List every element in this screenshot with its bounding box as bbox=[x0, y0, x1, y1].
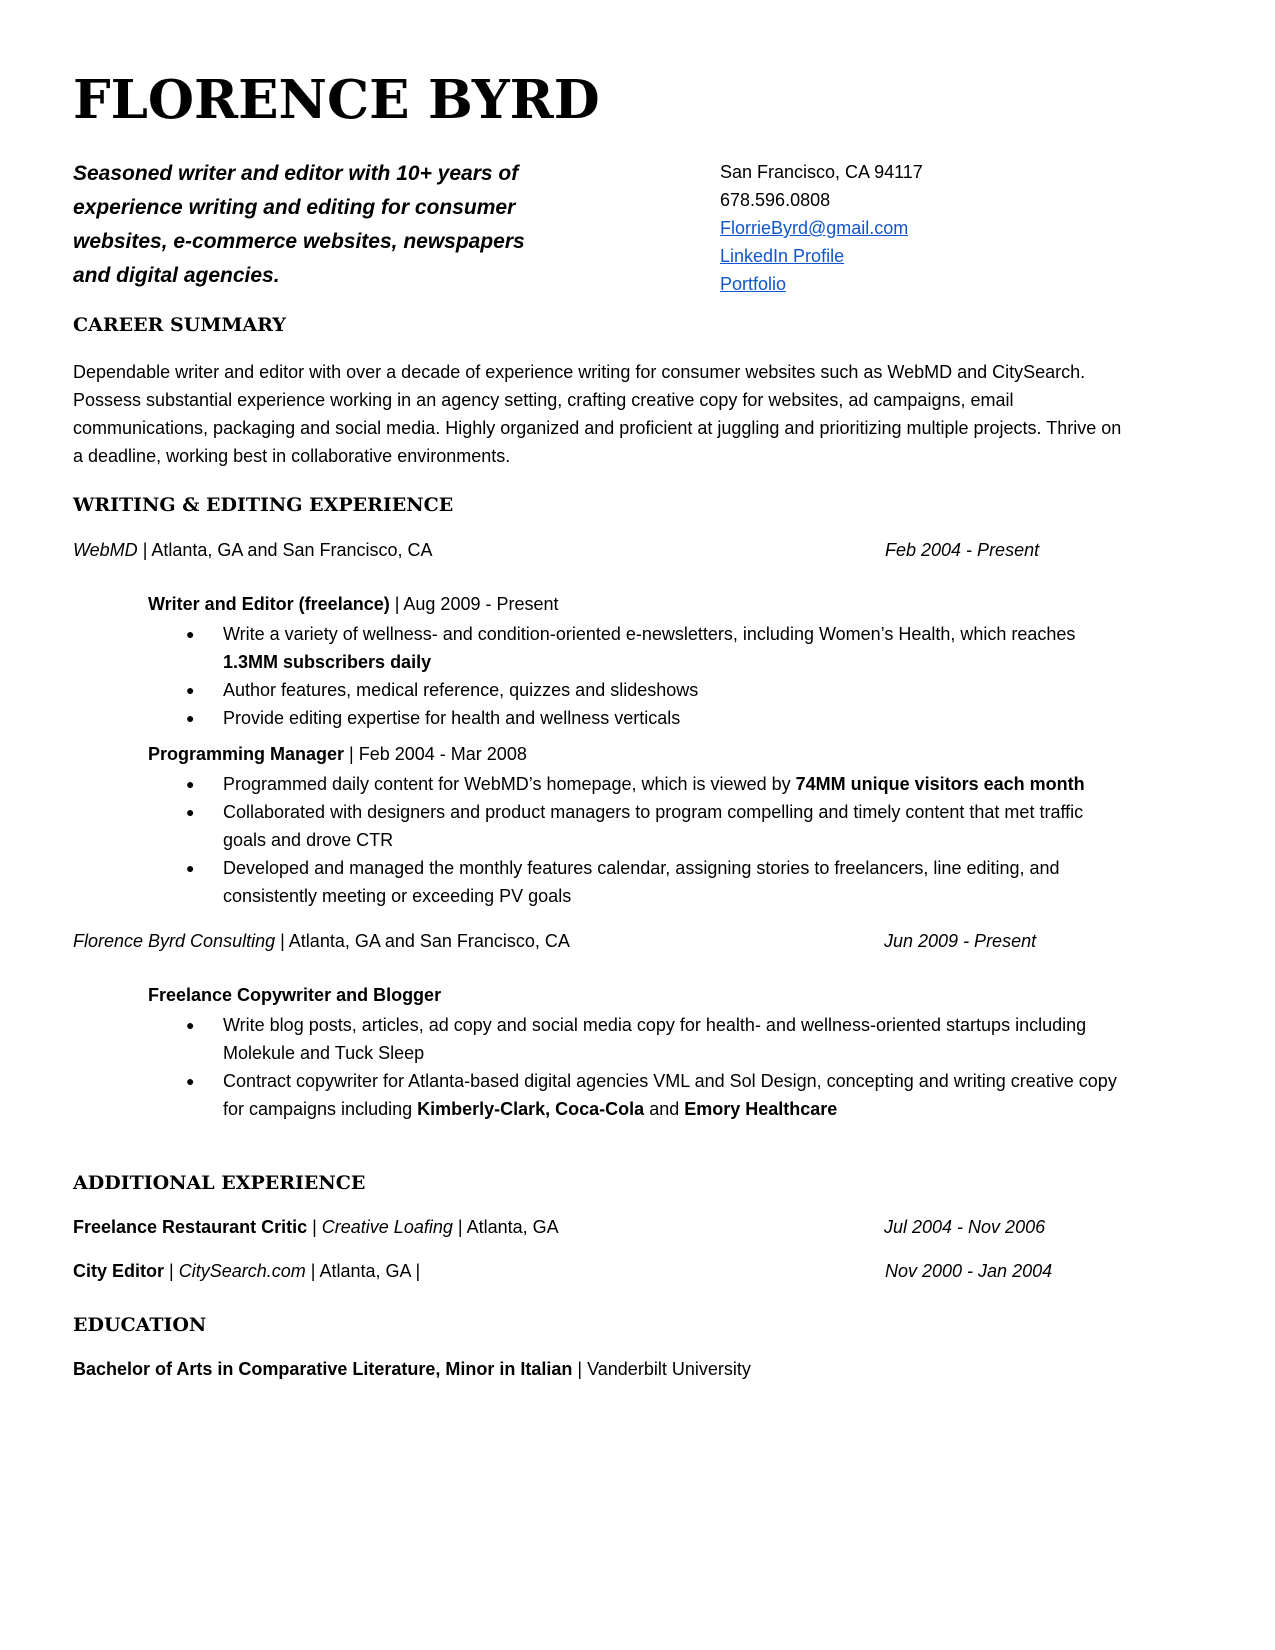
role-dates: Feb 2004 - Mar 2008 bbox=[358, 744, 527, 764]
bullet-highlight: Emory Healthcare bbox=[684, 1099, 838, 1119]
bullet-text: consistently meeting or exceeding PV goals bbox=[223, 886, 572, 906]
tagline bbox=[73, 157, 593, 293]
role-title: Writer and Editor (freelance) bbox=[148, 594, 390, 614]
list-item bbox=[148, 1067, 1188, 1123]
employer-dates: Feb 2004 - Present bbox=[885, 540, 1040, 560]
bullet-text: Programmed daily content for WebMD’s homepage, which is viewed by bbox=[223, 774, 796, 794]
bullet-text: Author features, medical reference, quizzes and slideshows bbox=[223, 680, 699, 700]
tagline-line: experience writing and editing for consumer bbox=[73, 196, 516, 219]
bullet-list bbox=[148, 770, 1188, 910]
bullet-text: Write a variety of wellness- and condition-oriented e-newsletters, including Women’s Health, which reaches bbox=[223, 624, 1076, 644]
separator: | bbox=[389, 594, 404, 614]
separator: | bbox=[452, 1217, 467, 1237]
bullet-icon: ● bbox=[186, 776, 195, 792]
linkedin-link[interactable]: LinkedIn Profile bbox=[720, 246, 845, 266]
school-name: Vanderbilt University bbox=[587, 1359, 751, 1379]
list-item bbox=[148, 770, 1188, 798]
role-title: Programming Manager bbox=[148, 744, 345, 764]
email-link[interactable]: FlorrieByrd@gmail.com bbox=[720, 218, 909, 238]
role-title: Freelance Copywriter and Blogger bbox=[148, 985, 442, 1005]
employer-location: Atlanta, GA and San Francisco, CA bbox=[288, 931, 570, 951]
employer-name: Florence Byrd Consulting bbox=[73, 931, 276, 951]
bullet-text: Contract copywriter for Atlanta-based digital agencies VML and Sol Design, concepting and writing creative copy bbox=[223, 1071, 1117, 1091]
education-heading: EDUCATION bbox=[73, 1314, 207, 1336]
bullet-text: Provide editing expertise for health and wellness verticals bbox=[223, 708, 681, 728]
list-item bbox=[148, 1011, 1188, 1067]
bullet-highlight: 1.3MM subscribers daily bbox=[223, 652, 432, 672]
bullet-icon: ● bbox=[186, 682, 195, 698]
separator: | bbox=[275, 931, 289, 951]
bullet-text: Molekule and Tuck Sleep bbox=[223, 1043, 425, 1063]
company-name: Creative Loafing bbox=[321, 1217, 453, 1237]
contact-address: San Francisco, CA 94117 bbox=[720, 162, 923, 182]
job-title: Freelance Restaurant Critic bbox=[73, 1217, 308, 1237]
role-row bbox=[148, 744, 527, 765]
career-summary-heading: CAREER SUMMARY bbox=[73, 314, 286, 336]
bullet-icon: ● bbox=[186, 1073, 195, 1089]
employer-dates: Jun 2009 - Present bbox=[884, 931, 1037, 951]
career-summary-text bbox=[73, 358, 1213, 470]
additional-experience-heading: ADDITIONAL EXPERIENCE bbox=[73, 1172, 366, 1194]
additional-row bbox=[73, 1217, 559, 1238]
job-dates: Nov 2000 - Jan 2004 bbox=[885, 1261, 1053, 1281]
separator: | bbox=[164, 1261, 179, 1281]
bullet-text: Collaborated with designers and product managers to program compelling and timely content that met traffic bbox=[223, 802, 1084, 822]
job-dates: Jul 2004 - Nov 2006 bbox=[884, 1217, 1046, 1237]
portfolio-link[interactable]: Portfolio bbox=[720, 274, 787, 294]
education-row bbox=[73, 1359, 751, 1380]
writing-experience-heading: WRITING & EDITING EXPERIENCE bbox=[73, 494, 454, 516]
list-item bbox=[148, 704, 1188, 732]
tagline-line: and digital agencies. bbox=[73, 264, 280, 287]
tagline-line: Seasoned writer and editor with 10+ years of bbox=[73, 162, 519, 185]
tagline-line: websites, e-commerce websites, newspapers bbox=[73, 230, 525, 253]
bullet-icon: ● bbox=[186, 804, 195, 820]
separator: | bbox=[137, 540, 152, 560]
list-item bbox=[148, 854, 1188, 910]
summary-line: Dependable writer and editor with over a decade of experience writing for consumer websites such as WebMD and CitySearch. bbox=[73, 362, 1086, 382]
bullet-highlight: 74MM unique visitors each month bbox=[795, 774, 1085, 794]
list-item bbox=[148, 620, 1188, 676]
role-row bbox=[148, 594, 559, 615]
company-name: CitySearch.com bbox=[178, 1261, 306, 1281]
role-dates: Aug 2009 - Present bbox=[403, 594, 559, 614]
separator: | bbox=[344, 744, 359, 764]
contact-phone: 678.596.0808 bbox=[720, 190, 831, 210]
contact-block bbox=[720, 158, 923, 298]
employer-location: Atlanta, GA and San Francisco, CA bbox=[151, 540, 433, 560]
additional-row bbox=[73, 1261, 420, 1282]
bullet-list bbox=[148, 1011, 1188, 1123]
degree: Bachelor of Arts in Comparative Literature, Minor in Italian bbox=[73, 1359, 573, 1379]
job-title: City Editor bbox=[73, 1261, 165, 1281]
bullet-text: and bbox=[644, 1099, 685, 1119]
bullet-text: Developed and managed the monthly features calendar, assigning stories to freelancers, line editing, and bbox=[223, 858, 1060, 878]
list-item bbox=[148, 676, 1188, 704]
bullet-text: goals and drove CTR bbox=[223, 830, 394, 850]
list-item bbox=[148, 798, 1188, 854]
bullet-text: for campaigns including bbox=[223, 1099, 418, 1119]
employer-name: WebMD bbox=[73, 540, 138, 560]
summary-line: Possess substantial experience working in an agency setting, crafting creative copy for websites, ad campaigns, email bbox=[73, 390, 1014, 410]
candidate-name: FLORENCE BYRD bbox=[73, 69, 600, 131]
separator: | bbox=[572, 1359, 588, 1379]
job-location: Atlanta, GA | bbox=[319, 1261, 421, 1281]
bullet-icon: ● bbox=[186, 1017, 195, 1033]
bullet-icon: ● bbox=[186, 710, 195, 726]
job-location: Atlanta, GA bbox=[466, 1217, 559, 1237]
employer-row-consulting bbox=[73, 931, 570, 952]
bullet-text: Write blog posts, articles, ad copy and social media copy for health- and wellness-oriented startups including bbox=[223, 1015, 1087, 1035]
separator: | bbox=[305, 1261, 320, 1281]
summary-line: a deadline, working best in collaborative environments. bbox=[73, 446, 511, 466]
summary-line: communications, packaging and social media. Highly organized and proficient at juggling and prioritizing multiple projects. Thrive on bbox=[73, 418, 1122, 438]
role-row bbox=[148, 985, 441, 1006]
employer-row-webmd bbox=[73, 540, 433, 561]
bullet-icon: ● bbox=[186, 860, 195, 876]
bullet-list bbox=[148, 620, 1188, 732]
bullet-highlight: Kimberly-Clark, Coca-Cola bbox=[417, 1099, 645, 1119]
separator: | bbox=[307, 1217, 322, 1237]
bullet-icon: ● bbox=[186, 626, 195, 642]
